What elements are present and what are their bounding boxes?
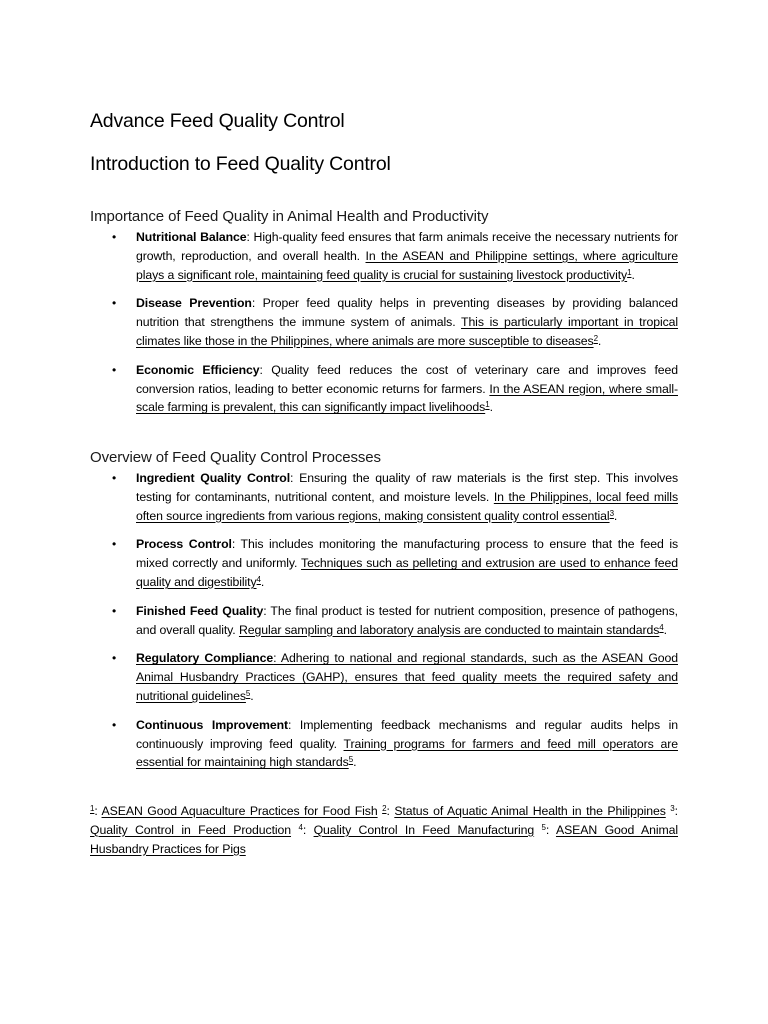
- list-item: • Process Control: This includes monitoring the manufacturing process to ensure that the feed is mixed correctly and uniformly. Techniques such as pelleting and extrusion are used to enhance feed quality and digestibility$^4$.: [112, 537, 679, 589]
- list-item: • Regulatory Compliance: Adhering to national and regional standards, such as the ASEAN Good Animal Husbandry Practices (GAHP), ensures that feed quality meets the required safety and nutritional guidelines$^5$.: [112, 651, 678, 703]
- list-item: • Nutritional Balance: High-quality feed ensures that farm animals receive the necessary nutrients for growth, reproduction, and overall health. In the ASEAN and Philippine settings, where agriculture plays a significant role, maintaining feed quality is crucial for sustaining livestock productivity$^1$.: [112, 230, 678, 282]
- section-importance: [90, 208, 690, 417]
- citation-ref: 1: [627, 267, 632, 277]
- item-term: Disease Prevention: [136, 296, 252, 311]
- list-item: • Continuous Improvement: Implementing feedback mechanisms and regular audits helps in continuously improving feed quality. Training programs for farmers and feed mill operators are essential for maintaining high standards$^5$.: [112, 717, 678, 770]
- footnote-link[interactable]: Status of Aquatic Animal Health in the Philippines: [394, 804, 666, 818]
- bullet-list: [90, 469, 690, 772]
- item-term: Regulatory Compliance: [136, 651, 274, 666]
- document-title: Advance Feed Quality Control: [90, 110, 345, 132]
- footnote-ref: 2: [382, 804, 387, 813]
- citation-ref: 1: [485, 400, 490, 410]
- footnote-ref: 4: [298, 822, 303, 832]
- citation-ref: 2: [593, 333, 598, 343]
- citation-ref: 5: [348, 755, 354, 765]
- item-term: Economic Efficiency: [136, 362, 260, 377]
- item-text: : The final product is tested for nutrient composition, presence of pathogens, and overall quality.: [136, 603, 678, 637]
- item-text: : Ensuring the quality of raw materials is the first step. This involves testing for contaminants, nutritional content, and moisture levels.: [136, 471, 678, 504]
- section-overview: [90, 449, 690, 772]
- document-heading: Introduction to Feed Quality Control: [90, 153, 391, 175]
- item-citation-text: This is particularly important in tropical climates like those in the Philippines, where animals are more susceptible to diseases: [136, 315, 679, 348]
- item-text: : This includes monitoring the manufacturing process to ensure that the feed is mixed correctly and uniformly.: [136, 537, 679, 571]
- bullet-list: [90, 228, 690, 417]
- citation-ref: 4: [256, 574, 261, 584]
- list-item: • Finished Feed Quality: The final product is tested for nutrient composition, presence of pathogens, and overall quality. Regular sampling and laboratory analysis are conducted to maintain standards$^4$.: [112, 603, 678, 637]
- bullet-icon: •: [112, 230, 117, 244]
- bullet-icon: •: [112, 362, 117, 377]
- bullet-icon: •: [112, 651, 117, 666]
- item-term: Continuous Improvement: [136, 717, 288, 732]
- citation-ref: 5: [245, 688, 251, 698]
- footnote-link[interactable]: Quality Control in Feed Production: [90, 822, 292, 837]
- item-text: : Proper feed quality helps in preventing diseases by providing balanced nutrition that strengthens the immune system of animals.: [136, 296, 678, 330]
- bullet-icon: •: [112, 471, 117, 485]
- bullet-icon: •: [112, 603, 117, 618]
- list-item: • Disease Prevention: Proper feed quality helps in preventing diseases by providing balanced nutrition that strengthens the immune system of animals. This is particularly important in tropical climates like those in the Philippines, where animals are more susceptible to diseases$^2$.: [112, 296, 679, 348]
- item-text: : Adhering to national and regional standards, such as the ASEAN Good Animal Husbandry Practices (GAHP), ensures that feed quality meets the required safety and nutritional guidelines: [136, 651, 678, 703]
- footnote-ref: 1: [90, 804, 95, 813]
- item-text: : Implementing feedback mechanisms and regular audits helps in continuously improving feed quality.: [136, 717, 678, 751]
- footnote-ref: 5: [541, 822, 546, 832]
- bullet-icon: •: [112, 537, 117, 552]
- item-citation-text: Training programs for farmers and feed mill operators are essential for maintaining high standards: [136, 736, 678, 770]
- item-term: Nutritional Balance: [136, 230, 247, 244]
- citation-ref: 3: [609, 508, 614, 518]
- bullet-icon: •: [112, 296, 117, 311]
- footnote-link[interactable]: ASEAN Good Aquaculture Practices for Food Fish: [101, 804, 378, 818]
- list-item: • Ingredient Quality Control: Ensuring the quality of raw materials is the first step. This involves testing for contaminants, nutritional content, and moisture levels. In the Philippines, local feed mills often source ingredients from various regions, making consistent quality control essential$^3$.: [112, 471, 678, 523]
- item-citation-text: Techniques such as pelleting and extrusion are used to enhance feed quality and digestibility: [136, 556, 678, 589]
- citation-ref: 4: [659, 622, 664, 632]
- section-heading: Overview of Feed Quality Control Processes: [90, 449, 381, 466]
- section-heading: Importance of Feed Quality in Animal Health and Productivity: [90, 208, 489, 225]
- item-citation-text: In the ASEAN region, where small-scale farming is prevalent, this can significantly impact livelihoods: [136, 381, 678, 415]
- item-text: : Quality feed reduces the cost of veterinary care and improves feed conversion ratios, leading to better economic returns for farmers.: [136, 362, 678, 396]
- bullet-icon: •: [112, 717, 117, 732]
- item-term: Ingredient Quality Control: [136, 471, 291, 485]
- item-term: Process Control: [136, 537, 232, 552]
- item-citation-text: In the ASEAN and Philippine settings, where agriculture plays a significant role, maintaining feed quality is crucial for sustaining livestock productivity: [136, 248, 678, 282]
- footnotes: $^1$: ASEAN Good Aquaculture Practices for Food Fish $^2$: Status of Aquatic Animal Health in the Philippines $^3$: Quality Control in Feed Production $^4$: Quality Control In Feed Manufacturing $^5$: ASEAN Good Animal Husbandry Practices for Pigs: [90, 804, 678, 856]
- item-citation-text: Regular sampling and laboratory analysis are conducted to maintain standards: [238, 622, 660, 637]
- item-citation-text: In the Philippines, local feed mills often source ingredients from various regions, making consistent quality control essential: [136, 489, 678, 523]
- list-item: • Economic Efficiency: Quality feed reduces the cost of veterinary care and improves feed conversion ratios, leading to better economic returns for farmers. In the ASEAN region, where small-scale farming is prevalent, this can significantly impact livelihoods$^1$.: [112, 362, 678, 415]
- item-text: : High-quality feed ensures that farm animals receive the necessary nutrients for growth, reproduction, and overall health.: [136, 230, 678, 263]
- item-term: Finished Feed Quality: [136, 603, 264, 618]
- footnote-link[interactable]: ASEAN Good Animal Husbandry Practices for Pigs: [90, 822, 678, 856]
- footnote-ref: 3: [670, 804, 675, 813]
- footnote-link[interactable]: Quality Control In Feed Manufacturing: [313, 822, 535, 837]
